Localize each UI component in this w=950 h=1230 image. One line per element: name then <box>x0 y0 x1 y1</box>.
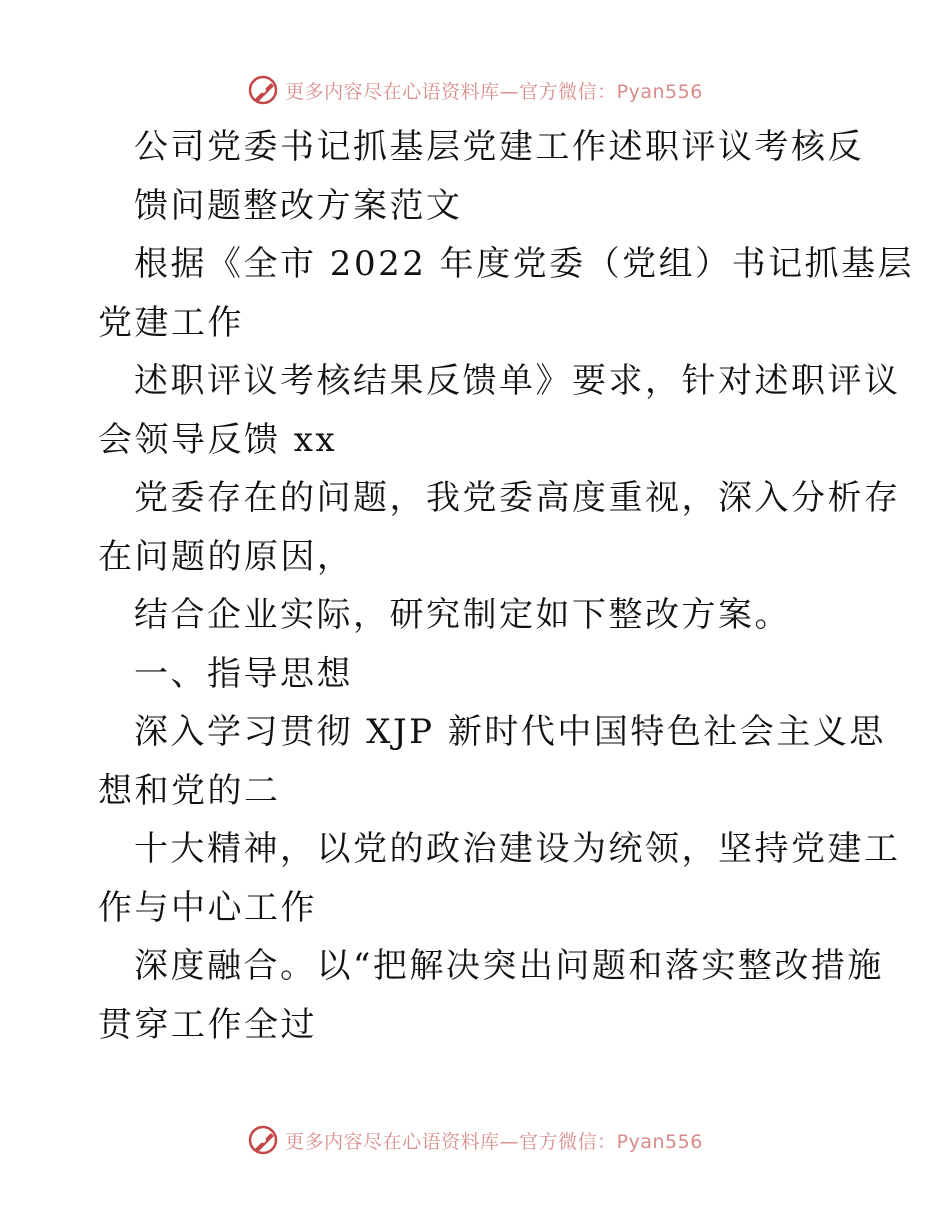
footer-watermark <box>0 1120 950 1160</box>
text-line: 馈问题整改方案范文 <box>134 185 463 226</box>
pen-logo-icon <box>247 74 279 106</box>
text-line: 根据《全市 2022 年度党委（党组）书记抓基层 <box>134 244 915 284</box>
text-line: 在问题的原因， <box>98 536 354 577</box>
document-body <box>98 118 915 1054</box>
section-heading: 一、指导思想 <box>134 653 353 694</box>
text-line: 公司党委书记抓基层党建工作述职评议考核反 <box>134 127 864 167</box>
text-line: 深度融合。以“把解决突出问题和落实整改措施 <box>134 946 884 986</box>
pen-logo-icon <box>247 1124 279 1156</box>
header-watermark <box>0 70 950 110</box>
text-line: 作与中心工作 <box>98 887 317 928</box>
watermark-text: 更多内容尽在心语资料库—官方微信：Pyan556 <box>285 80 703 103</box>
text-line: 党委存在的问题，我党委高度重视，深入分析存 <box>134 478 901 518</box>
text-line: 想和党的二 <box>98 770 281 811</box>
text-line: 述职评议考核结果反馈单》要求，针对述职评议 <box>134 361 901 401</box>
text-line: 会领导反馈 xx <box>98 419 338 460</box>
text-line: 结合企业实际，研究制定如下整改方案。 <box>134 595 791 635</box>
text-line: 深入学习贯彻 XJP 新时代中国特色社会主义思 <box>134 712 886 752</box>
watermark-text: 更多内容尽在心语资料库—官方微信：Pyan556 <box>285 1130 703 1153</box>
text-line: 贯穿工作全过 <box>98 1004 317 1045</box>
text-line: 党建工作 <box>98 302 244 343</box>
text-line: 十大精神，以党的政治建设为统领，坚持党建工 <box>134 829 901 869</box>
